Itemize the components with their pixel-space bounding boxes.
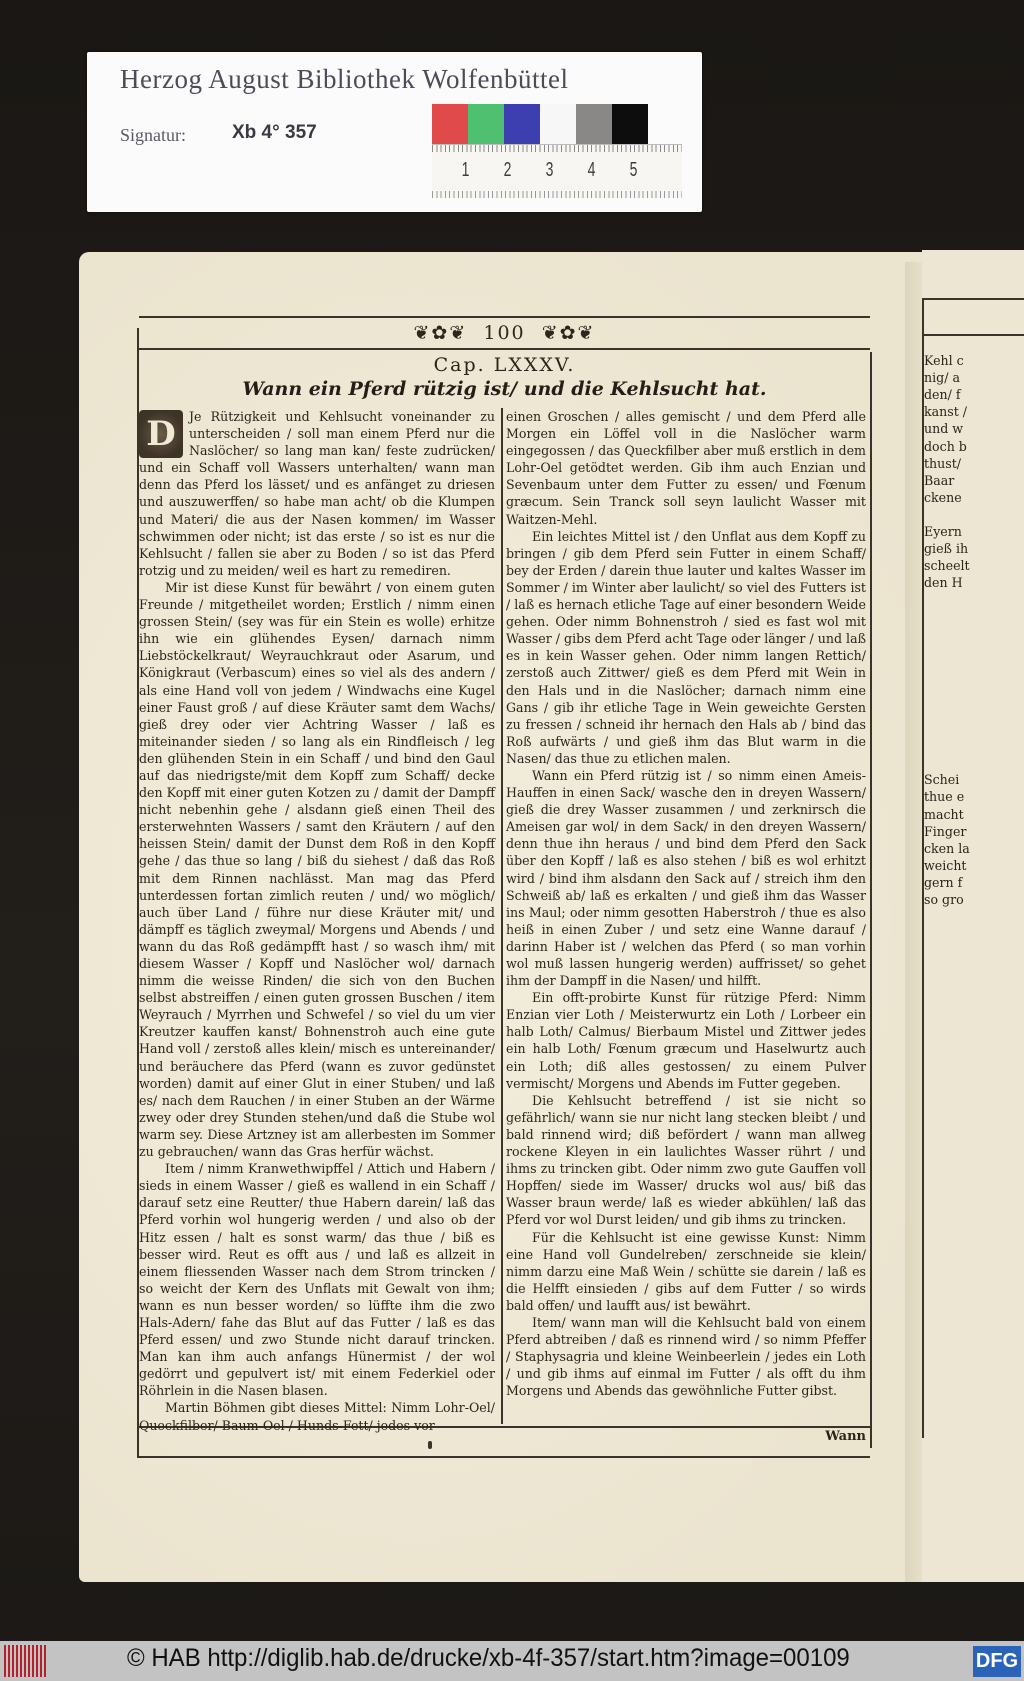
page-number: 100: [483, 322, 526, 344]
right-column: [506, 408, 866, 1399]
next-page-text-fragment: Kehl c: [924, 353, 964, 368]
next-page-text-fragment: nig/ a: [924, 370, 960, 386]
text-frame: [139, 316, 870, 1454]
ruler-number: 1: [461, 159, 470, 181]
right-frame-line: [870, 352, 872, 1448]
paragraph: Die Kehlsucht betreffend / ist sie nicht so gefährlich/ wann sie nur nicht lang stecken bleibt / und bald rinnend wird; diß befördert / wann man allweg rockene Kleyen in ein laulichtes Wasser rührt / und ihms zu trincken gibt. Oder nimm zwo gute Gauffen voll Hopffen/ siede im Wasser/ drucks wol aus/ biß das Wasser braun werde/ laß es wieder abkühlen/ laß das Pferd vor wol Durst leiden/ und gib ihms zu trincken.: [506, 1092, 866, 1228]
ink-speck: [428, 1441, 432, 1449]
next-page-head-rule: [924, 334, 1024, 336]
footer-bar: [0, 1641, 1024, 1681]
paragraph: Item / nimm Kranwethwipffel / Attich und Habern / sieds in einem Wasser / gieß es wallend in ein Schaff / darauf setz eine Reutter/ thue Habern darein/ laß das Pferd vorhin wol hungerig werden / und also ob der Hitz essen / halt es sonst warm/ das thue / biß es besser wird. Reut es offt aus / und laß es allzeit in einem fliessenden Wasser nach dem Strom trincken / so weicht der Kern des Unflats mit Gewalt von ihm; wann es nun besser worden/ so lüffte ihm die zwo Hals-Adern/ fahe das Blut auf das Futter / laß es das Pferd essen/ und zwo Stunde nicht darauf trincken. Man kan ihm auch anfangs Hünermist / der wol gedörrt und gepulvert ist/ mit einem Federkiel oder Röhrlein in die Nasen blasen.: [139, 1161, 495, 1399]
next-page-text-fragment: Schei: [924, 772, 960, 788]
ornament-right: ❦✿❦: [541, 322, 596, 344]
measurement-ruler: [432, 144, 682, 198]
copyright-url[interactable]: © HAB http://diglib.hab.de/drucke/xb-4f-357/start.htm?image=00109: [127, 1644, 850, 1672]
catchword: Wann: [825, 1429, 866, 1444]
paragraph: Ein offt-probirte Kunst für rützige Pferd: Nimm Enzian vier Loth / Meisterwurtz ein Loth / Lorbeer ein halb Loth/ Calmus/ Bierbaum Mistel und Zittwer jedes ein halb Loth/ Fœnum græcum und Haselwurtz auch ein Loth; diß alles gestossen/ zu einem Pulver vermischt/ Morgens und Abends im Futter gegeben.: [506, 990, 866, 1091]
color-calibration-strip: [432, 104, 648, 144]
next-page-text-fragment: ckene: [924, 489, 962, 505]
paragraph: D Je Rützigkeit und Kehlsucht voneinander zu unterscheiden / soll man einem Pferd nur die Naslöcher/ so lang man kan/ feste zudrücken/ und ein Schaff voll Wassers unterhalten/ wann man denn das Pferd los lässet/ und es anfänget zu driesen und auszuwerffen/ so habe man acht/ ob die Klumpen und Materi/ die aus der Nasen kommen/ im Wasser schwimmen oder nicht; ist das erste / so ist es nur die Kehlsucht / fallen sie aber zu Boden / so ist das Pferd rotzig und zu meiden/ weil es hart zu remediren.: [139, 409, 495, 578]
paragraph: Ein leichtes Mittel ist / den Unflat aus dem Kopff zu bringen / gib dem Pferd sein Futter in einem Schaff/ bey der Erden / darein thue lauter und kaltes Wasser im Sommer / im Winter aber laulicht/ so viel des Futters ist / laß es hernach etliche Tage auf einer besondern Weide gehen. Oder nimm Bohnenstroh / sied es fast wol mit Wasser / gibs dem Pferd acht Tage oder länger / und laß es in kein Wasser gehen. Oder nimm langen Rettich/ zerstoß auch Zittwer/ gieß es dem Pferd mit Wein in den Hals und in die Naslöcher; darnach nimm eine Gans / gib ihr etliche Tage in Wein geweichte Gersten zu fressen / schneid ihr hernach den Hals ab / bind das Roß aufwärts / und gieß ihm das Blut warm in die Nasen/ das thue zu etlichen malen.: [506, 528, 866, 766]
ruler-ticks: [432, 191, 682, 198]
signature-label: Signatur:: [120, 125, 186, 145]
running-head: [139, 322, 870, 344]
signature-value: Xb 4° 357: [232, 122, 317, 143]
chapter-title: Wann ein Pferd rützig ist/ und die Kehlsucht hat.: [242, 378, 767, 400]
ruler-number: 5: [629, 159, 638, 181]
next-page-text-fragment: Finger: [924, 823, 967, 839]
decorated-initial: D: [139, 410, 183, 458]
dfg-logo-icon: DFG: [973, 1646, 1021, 1677]
next-page-text-fragment: und w: [924, 421, 964, 437]
color-swatch: [468, 104, 504, 144]
color-swatch: [432, 104, 468, 144]
paragraph: Item/ wann man will die Kehlsucht bald von einem Pferd abtreiben / daß es rinnend wird / so nimm Pfeffer / Staphysagria und kleine Weinbeerlein / jedes ein Loth / und gib ihms auf einmal im Futter / als offt du ihm Morgens und Abends das gewöhnliche Futter gibst.: [506, 1314, 866, 1399]
next-page-text-fragment: den/ f: [924, 387, 961, 403]
next-page-text-fragment: Eyern: [924, 523, 962, 539]
paragraph: Für die Kehlsucht ist eine gewisse Kunst: Nimm eine Hand voll Gundelreben/ zerschneide sie klein/ nimm darzu eine Maß Wein / schütte sie darein / laß es die Helfft einsieden / gibs auf dem Futter / so wirds bald offen/ und laufft aus/ ist bewährt.: [506, 1229, 866, 1313]
next-page-text-fragment: weicht: [924, 857, 967, 873]
next-page-text-fragment: scheelt: [924, 558, 970, 574]
paragraph: einen Groschen / alles gemischt / und dem Pferd alle Morgen ein Löffel voll in die Naslöcher warm eingegossen / das Queckfilber aber muß erstlich in dem Lohr-Oel getödtet werden. Gib ihm auch Enzian und Sevenbaum unter dem Futter zu essen/ und Fœnum græcum. Sein Tranck soll seyn laulicht Wasser mit Waitzen-Mehl.: [506, 409, 866, 527]
ruler-number: 4: [587, 159, 596, 181]
head-rule: [139, 348, 870, 350]
color-swatch: [540, 104, 576, 144]
next-page-text-fragment: macht: [924, 806, 964, 822]
top-rule: [139, 316, 870, 318]
library-name: Herzog August Bibliothek Wolfenbüttel: [120, 64, 569, 94]
chapter-number: Cap. LXXXV.: [433, 354, 576, 376]
next-page-text-fragment: gieß ih: [924, 541, 969, 556]
next-page-text-fragment: gern f: [924, 874, 963, 890]
next-page-top-rule: [924, 298, 1024, 300]
next-page-text-fragment: kanst /: [924, 404, 968, 420]
ruler-number: 3: [545, 159, 554, 181]
paragraph: Martin Böhmen gibt dieses Mittel: Nimm Lohr-Oel/ Queckfilber/ Baum-Oel / Hunds-Fett/ jedes vor: [139, 1400, 495, 1433]
next-page-text-fragment: Baar: [924, 472, 955, 488]
ruler-number: 2: [503, 159, 512, 181]
color-swatch: [612, 104, 648, 144]
next-page-text-fragment: thue e: [924, 789, 965, 805]
next-page-edge: [922, 250, 1024, 1582]
left-column: [139, 408, 495, 1434]
color-swatch: [504, 104, 540, 144]
next-page-text-fragment: thust/: [924, 455, 962, 471]
hab-logo-icon: [4, 1645, 48, 1677]
next-page-text-fragment: cken la: [924, 840, 970, 856]
library-label-card: [87, 52, 702, 212]
column-divider: [501, 408, 503, 1424]
color-swatch: [576, 104, 612, 144]
paragraph: Mir ist diese Kunst für bewährt / von einem guten Freunde / mitgetheilet worden; Erstlich / nimm einen grossen Stein/ (sey was für ein Stein es wolle) erhitze ihn wie ein glühendes Eysen/ darnach nimm Liebstöckelkraut/ Weyrauchkraut oder Asarum, und Königkraut (Verbascum) eines so viel als des andern / als eine Hand voll von jedem / Windwachs eine Kugel einer Faust groß / auf diese Kräuter samt dem Wachs/ gieß drey oder vier Achtring Wasser / laß es miteinander sieden / so lang als ein Rindfleisch / leg den glühenden Stein in ein Schaff / und bind den Gaul auf das niedrigste/mit dem Kopff zum Schaff/ decke den Kopff mit einer guten Kotzen zu / damit der Dampff nicht nebenhin gehe / alsdann gieß einen Theil des ersterwehnten Wassers / samt den Kräutern / auf den heissen Stein/ damit der Dunst dem Roß in den Kopff gehe / das thue so lang / biß du siehest / daß das Roß mit dem Rinnen nachlässt. Man mag das Pferd unterdessen fortan zimlich reuten / und/ wo möglich/ auch über Land / führe nur diese Kräuter mit/ und dämpff es täglich zweymal/ Morgens und Abends / und wann du das Roß gedämpfft hast / so wasch ihm/ mit diesem Wasser / Kopff und Naslöcher wol/ darnach nimm die weisse Rinden/ die sich von den Buchen selbst abstreiffen / einen guten grossen Buschen / item Weyrauch / Myrrhen und Schwefel / so viel du um vier Kreutzer kauffen kanst/ Bohnenstroh auch eine gute Hand voll / zerstoß alles klein/ misch es untereinander/ und beräuchere das Pferd (wann es zuvor gedünstet worden) damit auf einer Glut in einer Stuben/ und laß es/ nach dem Rauchen / in einer Stuben an der Wärme zwey oder drey Stunden stehen/und daß die Stube wol warm sey. Diese Artzney ist am allerbesten im Sommer zu gebrauchen/ wann das Gras herfür wächst.: [139, 579, 495, 1160]
paragraph: Wann ein Pferd rützig ist / so nimm einen Ameis-Hauffen in einen Sack/ wasche den in dreyen Wassern/ gieß die drey Wasser zusammen / und zerknirsch die Ameisen gar wol/ in dem Sack/ in den dreyen Wassern/ denn thue ihn heraus / und bind dem Pferd den Sack über den Kopff / laß es also stehen / biß es wol erhitzt wird / bind ihm alsdann den Sack auf / streich ihm den Schweiß ab/ laß es erkalten / und gieß ihm das Wasser ins Maul; oder nimm gesotten Haberstroh / thue es also heiß in einen Zuber / und setz eine Wanne darauf / darinn Haber ist / welchen das Pferd ( so man vorhin wol muß lassen hungerig werden) auffrisset/ so gehet ihm der Dampff in die Nasen/ und hilfft.: [506, 767, 866, 989]
next-page-text-fragment: doch b: [924, 438, 967, 454]
ornament-left: ❦✿❦: [413, 322, 468, 344]
base-rule: [139, 1456, 870, 1458]
next-page-text-fragment: so gro: [924, 892, 964, 907]
next-page-text-fragment: den H: [924, 575, 963, 591]
